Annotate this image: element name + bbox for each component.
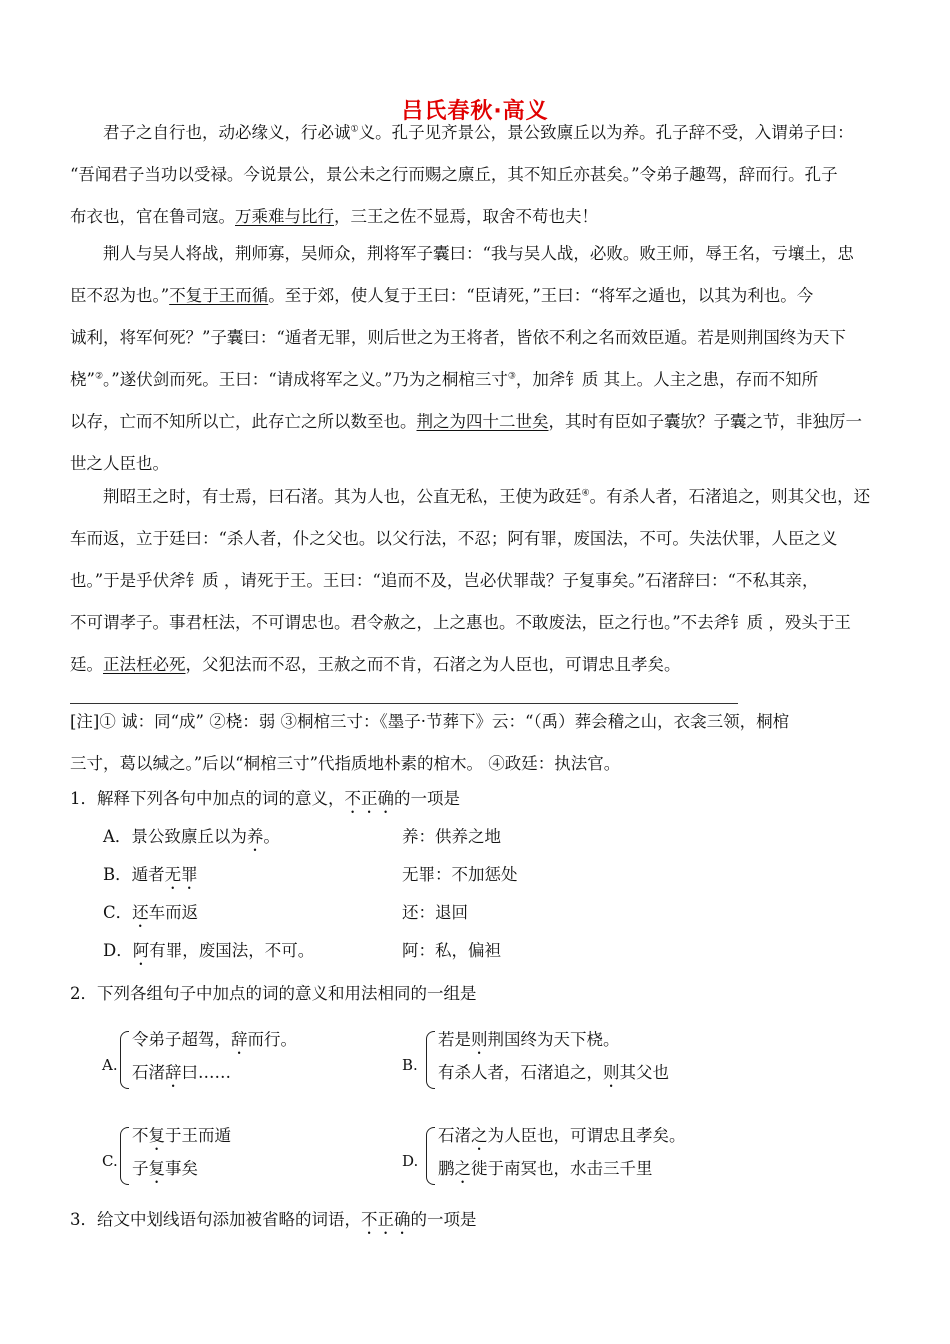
passage-line — [103, 122, 854, 144]
question-1-stem — [70, 788, 460, 817]
text-run: 徙于南冥也，水击三千里 — [471, 1159, 653, 1178]
passage-line — [103, 486, 870, 508]
passage-line — [70, 327, 846, 349]
text-run: 布衣也，官在鲁司寇。 — [70, 207, 235, 226]
option-label: B. — [402, 1056, 418, 1074]
text-run: 荆国终为天下桡。 — [487, 1030, 620, 1049]
underlined-phrase: 不复于王而循 — [169, 286, 269, 305]
text-run: 为人臣也，可谓忠且孝矣。 — [487, 1126, 686, 1145]
text-run: ，加斧钅质 其上。人主之患，存而不知所 — [515, 370, 819, 389]
emphasized-text: 之 — [471, 1126, 488, 1145]
question-1-option-d — [103, 940, 314, 969]
text-run: 也。”于是乎伏斧钅质 ，请死于王。王曰：“追而不及，岂必伏罪哉？子复事矣。”石渚辞曰：“不私其亲， — [70, 571, 819, 590]
text-run: 事矣 — [165, 1159, 198, 1178]
text-run: 廷。 — [70, 655, 103, 674]
note-marker: ① — [350, 124, 359, 135]
text-run: 荆昭王之时，有士焉，曰石渚。其为人也，公直无私，王使为政廷 — [103, 487, 582, 506]
option-line — [438, 1125, 686, 1154]
text-run: 1．解释下列各句中加点的词的意义， — [70, 789, 345, 808]
text-run: 若是 — [438, 1030, 471, 1049]
text-run: 的一项是 — [394, 789, 460, 808]
text-run: D． — [103, 941, 133, 960]
passage-line — [70, 206, 598, 228]
text-run: 令弟子超驾， — [132, 1030, 231, 1049]
emphasized-text: 无罪 — [164, 865, 198, 884]
text-run: 君子之自行也，动必缘义，行必诚 — [103, 123, 351, 142]
brace-icon — [120, 1127, 129, 1185]
passage-line — [70, 285, 813, 307]
text-run: 的一项是 — [410, 1210, 477, 1229]
text-run: 石渚 — [438, 1126, 471, 1145]
text-run: “吾闻君子当功以受禄。今说景公，景公未之行而赐之廪丘，其不知丘亦甚矣。”令弟子趣驾，辞而行。孔子 — [70, 165, 838, 184]
option-line — [132, 1029, 297, 1058]
text-run: 不可谓孝子。事君枉法，不可谓忠也。君令赦之，上之惠也。不敢废法，臣之行也。”不去斧钅质 ，殁头于王 — [70, 613, 851, 632]
brace-icon — [120, 1031, 129, 1089]
text-run: 子 — [132, 1159, 149, 1178]
text-run: C． — [103, 903, 133, 922]
text-run: 其父也 — [619, 1063, 669, 1082]
text-run: 有杀人者，石渚追之， — [438, 1063, 603, 1082]
text-run: 以存，亡而不知所以亡，此存亡之所以数至也。 — [70, 412, 417, 431]
emphasized-text: 复 — [148, 1159, 165, 1178]
text-run: 桡” — [70, 370, 95, 389]
underlined-phrase: 万乘难与比行 — [235, 207, 334, 226]
question-1-option-c — [103, 902, 198, 931]
emphasized-text: 不正确 — [344, 789, 394, 808]
note-marker: ③ — [507, 371, 516, 382]
text-run: 。”遂伏剑而死。王曰：“请成将军之义。”乃为之桐棺三寸 — [103, 370, 508, 389]
passage-line — [70, 411, 862, 433]
option-line — [132, 1158, 198, 1187]
option-line — [438, 1029, 620, 1058]
question-1-option-b — [103, 864, 198, 893]
text-run: 曰…… — [181, 1063, 231, 1082]
emphasized-text: 辞 — [165, 1063, 182, 1082]
emphasized-text: 养 — [246, 827, 264, 846]
emphasized-text: 辞 — [231, 1030, 248, 1049]
text-run: A．景公致廪丘以为 — [103, 827, 247, 846]
question-2-stem: 2．下列各组句子中加点的词的意义和用法相同的一组是 — [70, 984, 477, 1003]
text-run: 。 — [263, 827, 280, 846]
text-run: 荆人与吴人将战，荆师寡，吴师众，荆将军子囊曰：“我与吴人战，必败。败王师，辱王名，亏壤土，忠 — [103, 244, 854, 263]
question-1-answer-b: 无罪：不加惩处 — [402, 865, 518, 884]
option-label: A. — [102, 1056, 118, 1074]
text-run: 车而返 — [148, 903, 199, 922]
page-title: 吕氏春秋·高义 — [401, 99, 549, 124]
text-run: 而行。 — [247, 1030, 297, 1049]
text-run: ，三王之佐不显焉，取舍不苟也夫！ — [334, 207, 598, 226]
passage-line — [70, 654, 681, 676]
note-line: 三寸，葛以缄之。”后以“桐棺三寸”代指质地朴素的棺木。 ④政廷：执法官。 — [70, 754, 621, 773]
emphasized-text: 还 — [132, 903, 149, 922]
text-run: ，其时有臣如子囊欤？子囊之节，非独厉一 — [548, 412, 862, 431]
option-label: D. — [402, 1152, 419, 1170]
text-run: 义。孔子见齐景公，景公致廪丘以为养。孔子辞不受，入谓弟子曰： — [358, 123, 854, 142]
passage-line — [70, 453, 169, 475]
text-run: 。有杀人者，石渚追之，则其父也，还 — [589, 487, 871, 506]
brace-icon — [426, 1127, 435, 1185]
text-run: 有罪，废国法，不可。 — [149, 941, 315, 960]
emphasized-text: 则 — [603, 1063, 620, 1082]
passage-line — [103, 243, 854, 265]
notes-divider — [70, 703, 738, 704]
question-1-answer-d: 阿：私，偏袒 — [402, 941, 501, 960]
text-run: 臣不忍为也。” — [70, 286, 170, 305]
passage-line — [70, 612, 851, 634]
passage-line — [70, 164, 838, 186]
question-1-answer-c: 还：退回 — [402, 903, 468, 922]
option-label: C. — [102, 1152, 118, 1170]
passage-line — [70, 528, 837, 550]
question-1-answer-a: 养：供养之地 — [402, 827, 501, 846]
passage-line — [70, 570, 819, 592]
text-run: ，父犯法而不忍，王赦之而不肯，石渚之为人臣也，可谓忠且孝矣。 — [185, 655, 681, 674]
text-run: 于王而遁 — [165, 1126, 231, 1145]
text-run: 石渚 — [132, 1063, 165, 1082]
emphasized-text: 不正确 — [361, 1210, 411, 1229]
text-run: 。至于郊，使人复于王曰：“臣请死，”王曰：“将军之遁也，以其为利也。今 — [268, 286, 814, 305]
question-1-option-a — [103, 826, 280, 855]
brace-icon — [426, 1031, 435, 1089]
option-line — [132, 1062, 231, 1091]
text-run: 车而返，立于廷曰：“杀人者，仆之父也。以父行法，不忍；阿有罪，废国法，不可。失法伏罪，人臣之义 — [70, 529, 838, 548]
underlined-phrase: 正法枉必死 — [103, 655, 186, 674]
text-run: 不 — [132, 1126, 149, 1145]
text-run: 3．给文中划线语句添加被省略的词语， — [70, 1210, 361, 1229]
emphasized-text: 阿 — [132, 941, 150, 960]
option-line — [132, 1125, 231, 1154]
option-line — [438, 1062, 669, 1091]
emphasized-text: 之 — [454, 1159, 471, 1178]
emphasized-text: 则 — [471, 1030, 488, 1049]
text-run: 诚利，将军何死？”子囊曰：“遁者无罪，则后世之为王将者，皆依不利之名而效臣遁。若是则荆国终为天下 — [70, 328, 846, 347]
text-run: 世之人臣也。 — [70, 454, 169, 473]
note-marker: ② — [94, 371, 104, 382]
note-line: [注]① 诚：同“成” ②桡：弱 ③桐棺三寸：《墨子·节葬下》云：“（禹）葬会稽之山，衣衾三领，桐棺 — [70, 712, 790, 731]
text-run: B．遁者 — [103, 865, 165, 884]
text-run: 鹏 — [438, 1159, 455, 1178]
option-line — [438, 1158, 653, 1187]
emphasized-text: 复 — [148, 1126, 165, 1145]
question-3-stem — [70, 1209, 477, 1238]
passage-line — [70, 369, 818, 391]
note-marker: ④ — [581, 488, 590, 499]
underlined-phrase: 荆之为四十二世矣 — [416, 412, 549, 431]
